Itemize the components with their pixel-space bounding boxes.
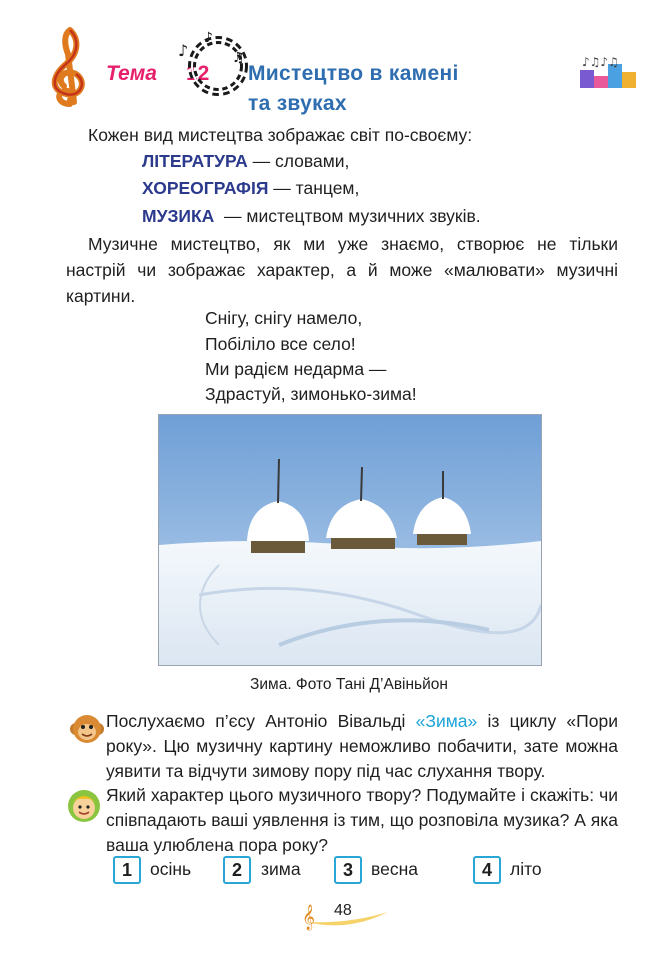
option-badge: 3 [334,856,362,884]
art-desc: — словами, [247,151,350,171]
treble-clef-icon [40,24,96,110]
poem-line: Побіліло все село! [205,334,356,354]
page-title-line2: та звуках [248,92,347,115]
art-term: ЛІТЕРАТУРА [142,151,248,171]
art-term: МУЗИКА [142,206,215,226]
winter-photo [158,414,542,666]
svg-text:♫: ♫ [232,50,245,66]
poem-line: Ми радієм недарма — [205,359,387,379]
poem-line: Здрастуй, зимонько-зима! [205,384,417,404]
music-notes-icon [170,26,248,106]
art-row-music [142,203,481,229]
svg-text:𝄞: 𝄞 [302,905,316,930]
option-label: весна [371,859,418,879]
question-text: Який характер цього музичного твору? Подумайте і скажіть: чи співпадають ваші уявлення із тим, що розповіла музика? А яка ваша улюблена пора року? [106,785,618,855]
art-row-literature [142,148,349,174]
topic-number: 12 [186,62,210,85]
notes-tower-icon [578,50,638,90]
vivaldi-winter-link: «Зима» [415,711,478,731]
art-term: ХОРЕОГРАФІЯ [142,178,269,198]
svg-text:♪: ♪ [178,41,189,60]
photo-caption: Зима. Фото Тані Д’Авіньйон [250,676,448,693]
art-desc: — танцем, [268,178,360,198]
option-label: літо [510,859,542,879]
option-badge: 1 [113,856,141,884]
child-icon [66,788,102,824]
svg-text:♪♫♪♫: ♪♫♪♫ [582,55,619,69]
music-paragraph: Музичне мистецтво, як ми уже знаємо, створює не тільки настрій чи зображає характер, а й може «малювати» музичні картини. [66,234,618,306]
poem-line: Снігу, снігу намело, [205,308,363,328]
monkey-icon [70,712,104,746]
page-number: 48 [334,902,352,919]
svg-text:♪: ♪ [204,30,213,46]
art-desc: — мистецтвом музичних звуків. [214,206,481,226]
option-label: зима [261,859,301,879]
art-row-choreography [142,175,359,201]
intro-text: Кожен вид мистецтва зображає світ по-своєму: [88,125,473,145]
listen-text-after: із циклу «Пори року». Цю музичну картину неможливо побачити, зате можна уявити та відчути зимову пору під час слухання твору. [106,711,618,781]
option-label: осінь [150,859,192,879]
listen-text [106,709,618,784]
topic-label: Тема [106,62,157,85]
listen-text-before: Послухаємо п’єсу Антоніо Вівальді [106,711,416,731]
page-title-line1: Мистецтво в камені [248,62,459,85]
option-badge: 2 [223,856,251,884]
option-badge: 4 [473,856,501,884]
